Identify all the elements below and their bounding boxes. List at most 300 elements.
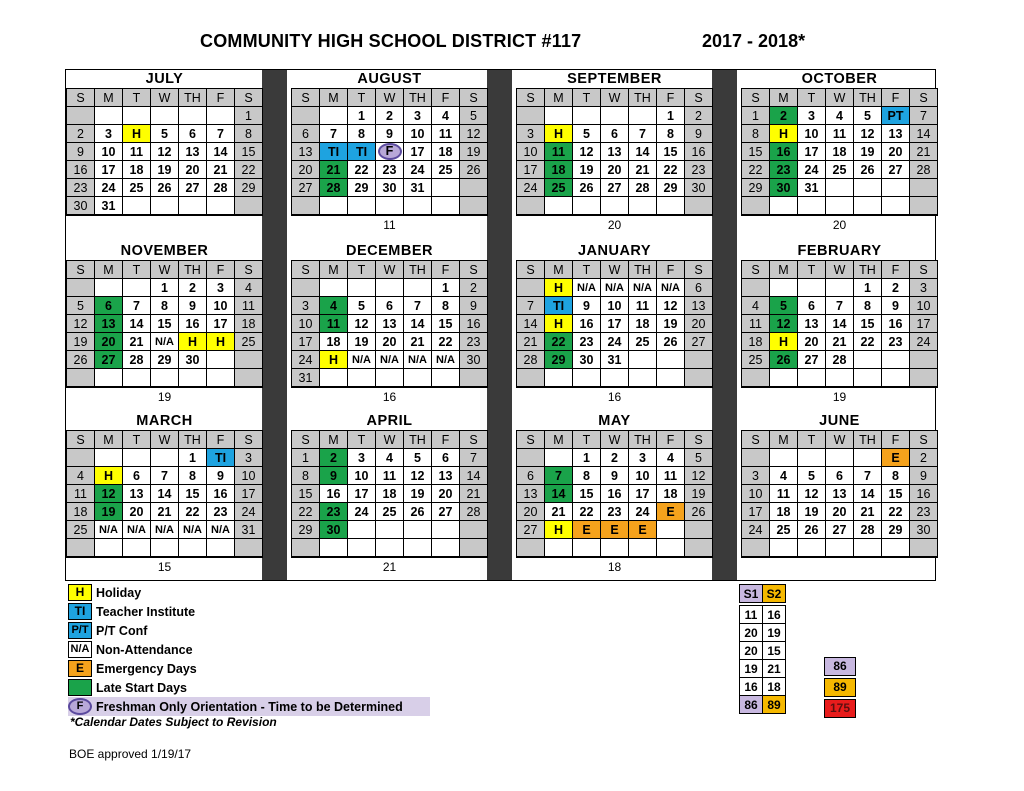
empty-day [657, 351, 685, 369]
month-name: SEPTEMBER [567, 71, 662, 87]
month-april [291, 412, 488, 577]
week-row [517, 315, 713, 333]
legend-item [68, 678, 430, 697]
day-cell: 9 [376, 125, 404, 143]
empty-day [95, 449, 123, 467]
day-cell: E [629, 521, 657, 539]
empty-day [854, 539, 882, 557]
day-cell: 30 [573, 351, 601, 369]
weekday-header: TH [854, 261, 882, 279]
empty-day [742, 539, 770, 557]
week-row [742, 161, 938, 179]
empty-day [742, 369, 770, 387]
legend-label: Non-Attendance [96, 642, 193, 657]
empty-day [460, 197, 488, 215]
day-cell: 12 [573, 143, 601, 161]
day-cell: H [123, 125, 151, 143]
day-cell: 2 [320, 449, 348, 467]
empty-day [123, 449, 151, 467]
day-cell: 13 [376, 315, 404, 333]
day-cell: 22 [348, 161, 376, 179]
day-cell: 20 [95, 333, 123, 351]
month-january [516, 242, 713, 407]
month-october [741, 70, 938, 235]
semester-header: S1 [740, 585, 763, 603]
week-row [517, 369, 713, 387]
empty-day [207, 107, 235, 125]
day-cell: 1 [151, 279, 179, 297]
empty-day [67, 279, 95, 297]
weekday-header: F [657, 431, 685, 449]
day-cell: 16 [685, 143, 713, 161]
day-cell: 18 [67, 503, 95, 521]
week-row [517, 179, 713, 197]
day-cell: 15 [179, 485, 207, 503]
day-cell: 30 [770, 179, 798, 197]
day-cell: H [320, 351, 348, 369]
day-cell: 3 [517, 125, 545, 143]
day-cell: 8 [854, 297, 882, 315]
day-cell: 6 [179, 125, 207, 143]
empty-day [348, 369, 376, 387]
month-name: AUGUST [357, 71, 422, 87]
day-cell: E [657, 503, 685, 521]
empty-day [67, 107, 95, 125]
empty-day [67, 449, 95, 467]
day-cell: 2 [770, 107, 798, 125]
day-cell: 11 [235, 297, 263, 315]
weekday-header: S [517, 431, 545, 449]
week-row [517, 107, 713, 125]
day-cell: 25 [545, 179, 573, 197]
attendance-count: 16 [516, 387, 713, 407]
day-cell: 28 [910, 161, 938, 179]
weekday-header: W [601, 89, 629, 107]
week-row [67, 449, 263, 467]
weekday-header: TH [404, 261, 432, 279]
day-cell: 10 [207, 297, 235, 315]
day-cell: 25 [629, 333, 657, 351]
semester-count: 18 [763, 678, 786, 696]
day-cell: 21 [320, 161, 348, 179]
day-cell: 23 [207, 503, 235, 521]
weekday-header: S [685, 261, 713, 279]
empty-day [320, 197, 348, 215]
weekday-header: M [95, 89, 123, 107]
week-row [742, 279, 938, 297]
weekday-header: S [460, 261, 488, 279]
day-cell: 8 [292, 467, 320, 485]
weekday-header: T [573, 261, 601, 279]
month-december [291, 242, 488, 407]
day-cell: 24 [629, 503, 657, 521]
weekday-header: S [910, 431, 938, 449]
day-cell: 5 [685, 449, 713, 467]
week-row [67, 197, 263, 215]
day-cell: 23 [882, 333, 910, 351]
empty-day [657, 521, 685, 539]
week-row [292, 485, 488, 503]
day-cell: 19 [573, 161, 601, 179]
day-cell: 16 [910, 485, 938, 503]
day-cell: 20 [292, 161, 320, 179]
week-row [742, 107, 938, 125]
empty-day [235, 369, 263, 387]
empty-day [854, 197, 882, 215]
empty-day [123, 369, 151, 387]
empty-day [826, 449, 854, 467]
week-row [292, 279, 488, 297]
weekday-header: TH [179, 89, 207, 107]
day-cell: 8 [179, 467, 207, 485]
weekday-header: M [545, 261, 573, 279]
day-cell: 14 [910, 125, 938, 143]
empty-day [573, 369, 601, 387]
week-row [742, 539, 938, 557]
empty-day [95, 107, 123, 125]
day-cell: 29 [151, 351, 179, 369]
weekday-header: S [517, 89, 545, 107]
day-cell: 15 [151, 315, 179, 333]
day-cell: 17 [601, 315, 629, 333]
day-cell: 10 [95, 143, 123, 161]
day-cell: 14 [460, 467, 488, 485]
day-cell: 22 [235, 161, 263, 179]
legend-swatch: P/T [68, 622, 92, 639]
day-cell: 7 [629, 125, 657, 143]
day-cell: 31 [292, 369, 320, 387]
day-cell: 21 [460, 485, 488, 503]
legend-swatch: N/A [68, 641, 92, 658]
day-cell: 21 [207, 161, 235, 179]
day-cell: 20 [376, 333, 404, 351]
day-cell: N/A [179, 521, 207, 539]
day-cell: 30 [460, 351, 488, 369]
empty-day [826, 197, 854, 215]
empty-day [882, 369, 910, 387]
day-cell: 22 [882, 503, 910, 521]
month-name: OCTOBER [801, 71, 878, 87]
day-cell: 18 [657, 485, 685, 503]
day-cell: H [770, 125, 798, 143]
week-row [67, 351, 263, 369]
week-row [67, 521, 263, 539]
weekday-header: F [207, 89, 235, 107]
day-cell: 31 [235, 521, 263, 539]
day-cell: 15 [292, 485, 320, 503]
day-cell: 17 [798, 143, 826, 161]
week-row [292, 143, 488, 161]
weekday-header: TH [629, 89, 657, 107]
day-cell: 25 [742, 351, 770, 369]
weekday-header: T [573, 89, 601, 107]
day-cell: 1 [432, 279, 460, 297]
day-cell: 12 [404, 467, 432, 485]
day-cell: 4 [67, 467, 95, 485]
empty-day [235, 197, 263, 215]
day-cell: 23 [376, 161, 404, 179]
weekday-header: S [235, 261, 263, 279]
day-cell: 7 [151, 467, 179, 485]
day-cell: 5 [770, 297, 798, 315]
day-cell: 18 [629, 315, 657, 333]
revision-note: *Calendar Dates Subject to Revision [70, 715, 277, 729]
day-cell: 31 [95, 197, 123, 215]
weekday-header: S [685, 431, 713, 449]
empty-day [67, 369, 95, 387]
day-cell: 9 [320, 467, 348, 485]
week-row [292, 351, 488, 369]
day-cell: 7 [517, 297, 545, 315]
day-cell: 9 [573, 297, 601, 315]
day-cell: 31 [404, 179, 432, 197]
empty-day [601, 107, 629, 125]
day-cell: N/A [123, 521, 151, 539]
day-cell: 9 [179, 297, 207, 315]
empty-day [854, 369, 882, 387]
day-cell: 9 [207, 467, 235, 485]
day-cell: 16 [207, 485, 235, 503]
day-cell: 19 [67, 333, 95, 351]
day-cell: E [601, 521, 629, 539]
legend-item [68, 583, 430, 602]
day-cell: 5 [67, 297, 95, 315]
day-cell: 10 [798, 125, 826, 143]
weekday-header: M [320, 431, 348, 449]
day-cell: 1 [573, 449, 601, 467]
empty-day [798, 279, 826, 297]
empty-day [404, 539, 432, 557]
day-cell: 4 [432, 107, 460, 125]
day-cell: 17 [292, 333, 320, 351]
week-row [742, 125, 938, 143]
year-totals [824, 657, 856, 720]
month-november [66, 242, 263, 407]
day-cell: 16 [179, 315, 207, 333]
day-cell: 21 [854, 503, 882, 521]
empty-day [376, 369, 404, 387]
weekday-header: W [151, 431, 179, 449]
empty-day [601, 197, 629, 215]
empty-day [320, 369, 348, 387]
month-name: APRIL [366, 413, 413, 429]
day-cell: 26 [67, 351, 95, 369]
day-cell [376, 143, 404, 161]
day-cell: 11 [657, 467, 685, 485]
day-cell: 22 [179, 503, 207, 521]
weekday-header: T [348, 89, 376, 107]
empty-day [376, 539, 404, 557]
empty-day [742, 279, 770, 297]
week-row [67, 315, 263, 333]
day-cell: 17 [404, 143, 432, 161]
empty-day [573, 197, 601, 215]
legend-swatch [68, 679, 92, 696]
day-cell: 14 [854, 485, 882, 503]
day-cell: 12 [657, 297, 685, 315]
day-cell: 10 [742, 485, 770, 503]
day-cell: 12 [460, 125, 488, 143]
empty-day [517, 197, 545, 215]
empty-day [770, 369, 798, 387]
month-name: NOVEMBER [120, 243, 209, 259]
weekday-header: S [460, 431, 488, 449]
empty-day [432, 179, 460, 197]
day-cell: 26 [770, 351, 798, 369]
weekday-header: TH [179, 431, 207, 449]
day-cell: 21 [629, 161, 657, 179]
day-cell: 5 [573, 125, 601, 143]
week-row [67, 279, 263, 297]
day-cell: 24 [742, 521, 770, 539]
day-cell: 19 [95, 503, 123, 521]
empty-day [826, 369, 854, 387]
week-row [742, 315, 938, 333]
day-cell: N/A [601, 279, 629, 297]
day-cell: 12 [798, 485, 826, 503]
weekday-header: M [320, 89, 348, 107]
semester-total: 89 [763, 696, 786, 714]
attendance-count: 19 [741, 387, 938, 407]
day-cell: 7 [404, 297, 432, 315]
day-cell: 6 [292, 125, 320, 143]
day-cell: 1 [657, 107, 685, 125]
day-cell: 30 [910, 521, 938, 539]
week-row [517, 503, 713, 521]
weekday-header: W [376, 89, 404, 107]
weekday-header: S [742, 89, 770, 107]
day-cell: 29 [545, 351, 573, 369]
week-row [742, 521, 938, 539]
day-cell: 3 [235, 449, 263, 467]
day-cell: 27 [432, 503, 460, 521]
attendance-count: 15 [66, 557, 263, 577]
day-cell: H [95, 467, 123, 485]
weekday-header: T [798, 89, 826, 107]
week-row [292, 333, 488, 351]
month-name: MAY [598, 413, 631, 429]
week-row [67, 297, 263, 315]
day-cell: 12 [95, 485, 123, 503]
day-cell: 19 [657, 315, 685, 333]
week-row [292, 197, 488, 215]
day-cell: 10 [292, 315, 320, 333]
day-cell: 17 [517, 161, 545, 179]
day-cell: 7 [826, 297, 854, 315]
day-cell: TI [320, 143, 348, 161]
day-cell: 11 [123, 143, 151, 161]
legend-label: Teacher Institute [96, 604, 196, 619]
day-cell: 8 [151, 297, 179, 315]
legend-item [68, 640, 430, 659]
day-cell: 3 [404, 107, 432, 125]
day-cell: 29 [235, 179, 263, 197]
day-cell: 26 [854, 161, 882, 179]
week-row [67, 369, 263, 387]
empty-day [207, 351, 235, 369]
empty-day [67, 539, 95, 557]
day-cell: 28 [320, 179, 348, 197]
semester-count: 15 [763, 642, 786, 660]
day-cell: 15 [235, 143, 263, 161]
day-cell: N/A [573, 279, 601, 297]
empty-day [657, 369, 685, 387]
day-cell: 3 [798, 107, 826, 125]
day-cell: 29 [292, 521, 320, 539]
day-cell: 27 [685, 333, 713, 351]
day-cell: 28 [854, 521, 882, 539]
day-cell: 27 [601, 179, 629, 197]
weekday-header: W [826, 89, 854, 107]
empty-day [910, 197, 938, 215]
day-cell: 2 [685, 107, 713, 125]
day-cell: 11 [742, 315, 770, 333]
empty-day [460, 521, 488, 539]
attendance-count: 21 [291, 557, 488, 577]
weekday-header: S [910, 89, 938, 107]
weekday-header: TH [179, 261, 207, 279]
attendance-count [66, 215, 263, 235]
empty-day [432, 197, 460, 215]
day-cell: 17 [629, 485, 657, 503]
semester-total: 86 [740, 696, 763, 714]
day-cell: 13 [882, 125, 910, 143]
weekday-header: S [235, 89, 263, 107]
day-cell: E [573, 521, 601, 539]
day-cell: 27 [882, 161, 910, 179]
day-cell: 7 [545, 467, 573, 485]
weekday-header: F [657, 89, 685, 107]
empty-day [910, 179, 938, 197]
week-row [292, 503, 488, 521]
week-row [517, 297, 713, 315]
empty-day [376, 197, 404, 215]
day-cell: 7 [460, 449, 488, 467]
week-row [67, 161, 263, 179]
day-cell: 11 [826, 125, 854, 143]
legend [68, 583, 430, 716]
day-cell: 4 [826, 107, 854, 125]
day-cell: 2 [882, 279, 910, 297]
week-row [742, 503, 938, 521]
empty-day [404, 369, 432, 387]
day-cell: 11 [545, 143, 573, 161]
day-cell: 24 [95, 179, 123, 197]
day-cell: 26 [657, 333, 685, 351]
day-cell: 11 [67, 485, 95, 503]
day-cell: 11 [376, 467, 404, 485]
day-cell: 3 [207, 279, 235, 297]
day-cell: 13 [685, 297, 713, 315]
day-cell: 19 [151, 161, 179, 179]
empty-day [292, 107, 320, 125]
week-row [742, 143, 938, 161]
empty-day [348, 539, 376, 557]
month-march [66, 412, 263, 577]
day-cell: 8 [348, 125, 376, 143]
day-cell: TI [545, 297, 573, 315]
empty-day [854, 179, 882, 197]
week-row [292, 369, 488, 387]
empty-day [376, 521, 404, 539]
month-september [516, 70, 713, 235]
day-cell: 30 [376, 179, 404, 197]
week-row [742, 297, 938, 315]
day-cell: H [179, 333, 207, 351]
day-cell: 29 [742, 179, 770, 197]
day-cell: 22 [742, 161, 770, 179]
day-cell: 24 [235, 503, 263, 521]
